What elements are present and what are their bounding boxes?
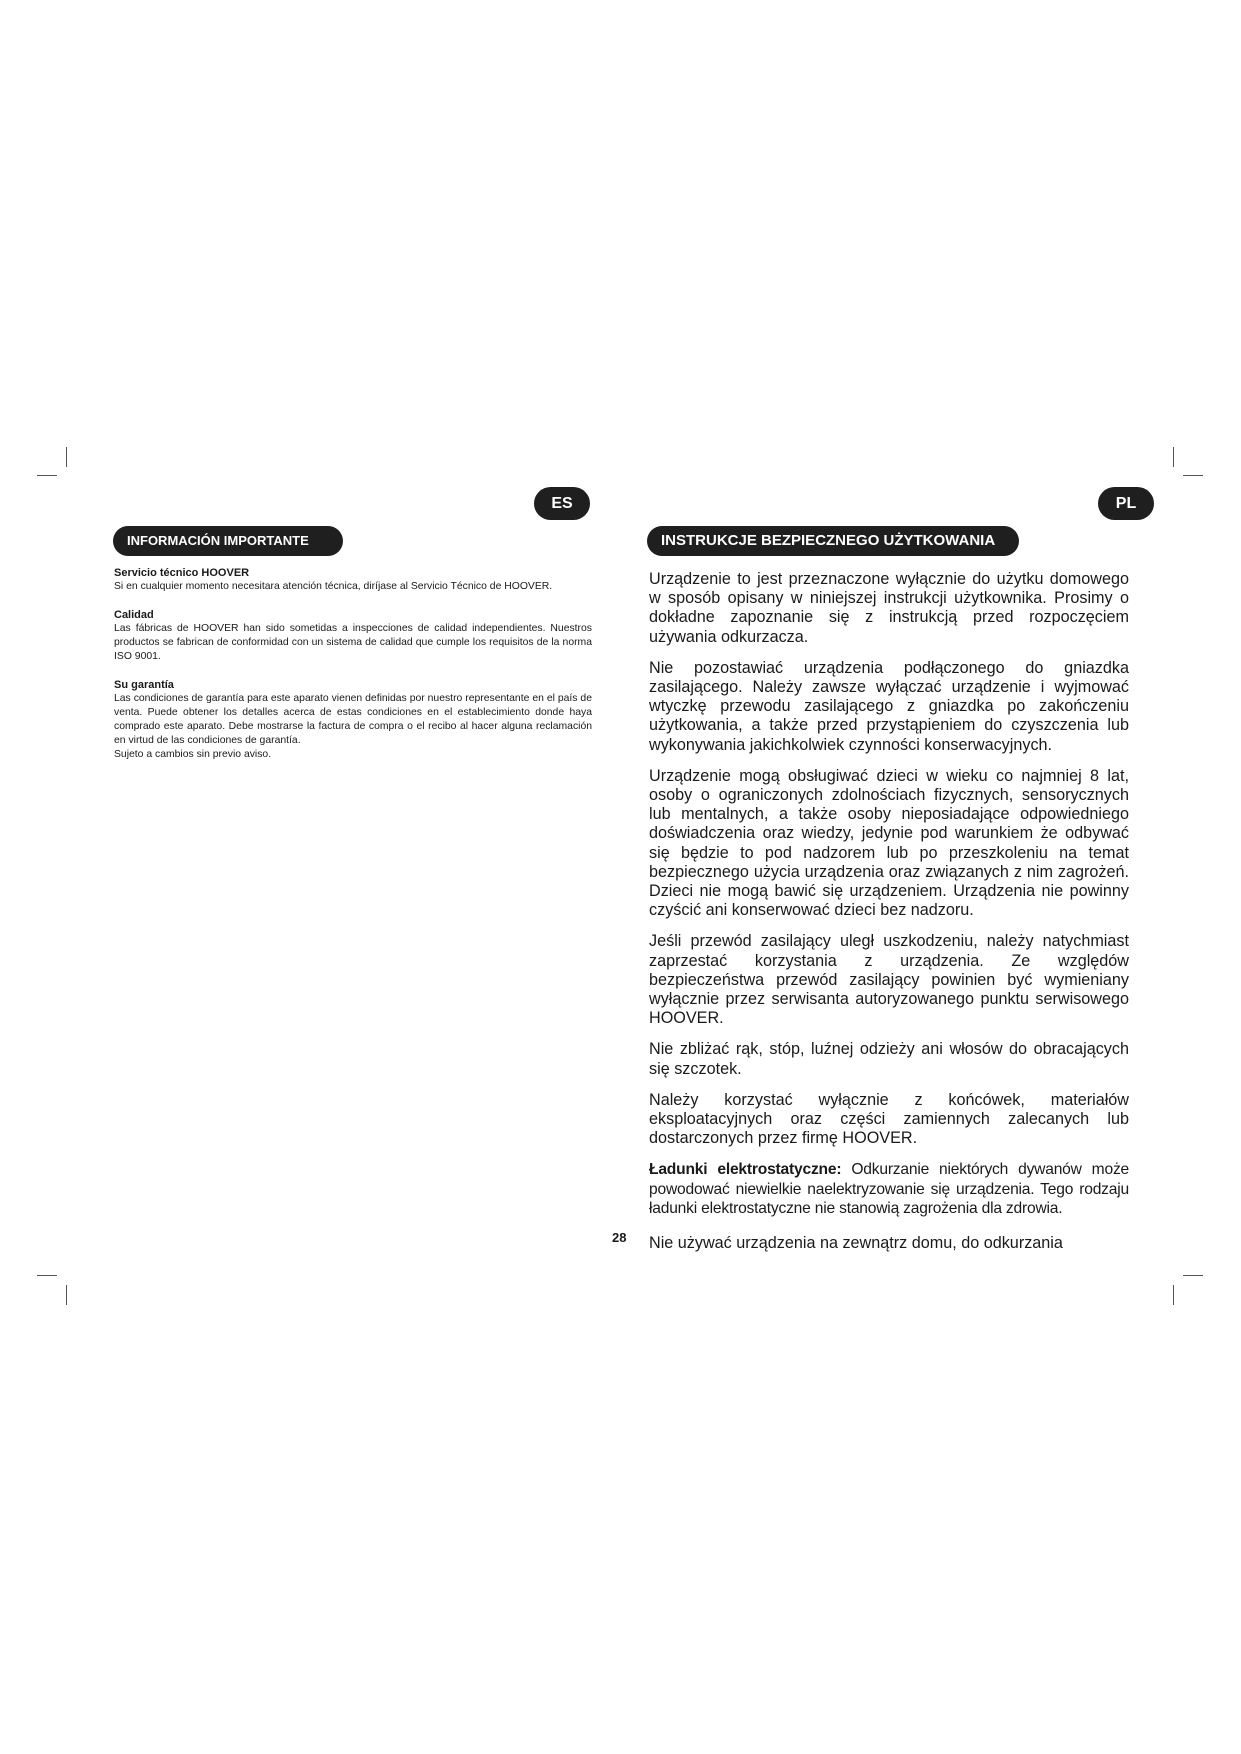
crop-mark	[37, 475, 57, 476]
pl-paragraph: Nie pozostawiać urządzenia podłączonego do gniazdka zasilającego. Należy zawsze wyłączać urządzenie i wyjmować wtyczkę przewodu zasilającego z gniazdka po zakończeniu użytkowania, a także przed przystąpieniem do czyszczenia lub wykonywania jakichkolwiek czynności konserwacyjnych.	[649, 658, 1129, 754]
es-note: Sujeto a cambios sin previo aviso.	[114, 749, 272, 760]
section-header-pl: INSTRUKCJE BEZPIECZNEGO UŻYTKOWANIA	[647, 526, 1019, 556]
es-content	[114, 566, 592, 776]
crop-mark	[1183, 475, 1203, 476]
es-section-service	[114, 566, 592, 594]
pl-last-line: Nie używać urządzenia na zewnątrz domu, do odkurzania	[649, 1234, 1063, 1253]
crop-mark	[66, 1285, 67, 1305]
es-section-text: Si en cualquier momento necesitara atención técnica, diríjase al Servicio Técnico de HOOVER.	[114, 581, 553, 592]
page-number: 28	[612, 1230, 627, 1245]
pl-content	[649, 570, 1129, 1265]
section-header-es: INFORMACIÓN IMPORTANTE	[113, 526, 343, 556]
crop-mark	[37, 1275, 57, 1276]
es-section-text: Las fábricas de HOOVER han sido sometidas a inspecciones de calidad independientes. Nuestros productos se fabrican de conformidad con un sistema de calidad que cumple los requisitos de la norma ISO 9001.	[114, 623, 592, 662]
pl-static-warning	[649, 1160, 1129, 1218]
pl-paragraph: Jeśli przewód zasilający uległ uszkodzeniu, należy natychmiast zaprzestać korzystania z urządzenia. Ze względów bezpieczeństwa przewód zasilający powinien być wymieniany wyłącznie przez serwisanta autoryzowanego punktu serwisowego HOOVER.	[649, 932, 1129, 1028]
pl-paragraph: Nie zbliżać rąk, stóp, luźnej odzieży ani włosów do obracających się szczotek.	[649, 1040, 1129, 1078]
crop-mark	[66, 447, 67, 467]
es-section-title: Servicio técnico HOOVER	[114, 567, 250, 579]
crop-mark	[1183, 1275, 1203, 1276]
es-section-warranty	[114, 678, 592, 762]
crop-mark	[1173, 447, 1174, 467]
pl-static-warning-label: Ładunki elektrostatyczne:	[649, 1161, 842, 1179]
pl-paragraph: Urządzenie mogą obsługiwać dzieci w wieku co najmniej 8 lat, osoby o ograniczonych zdolnościach fizycznych, sensorycznych lub mentalnych, a także osoby nieposiadające odpowiedniego doświadczenia oraz wiedzy, jedynie pod warunkiem że odbywać się będzie to pod nadzorem lub po przeszkoleniu na temat bezpiecznego użycia urządzenia oraz związanych z nim zagrożeń. Dzieci nie mogą bawić się urządzeniem. Urządzenia nie powinny czyścić ani konserwować dzieci bez nadzoru.	[649, 766, 1129, 920]
pl-paragraph: Urządzenie to jest przeznaczone wyłącznie do użytku domowego w sposób opisany w niniejszej instrukcji użytkownika. Prosimy o dokładne zapoznanie się z instrukcją przed rozpoczęciem używania odkurzacza.	[649, 570, 1129, 646]
es-section-quality	[114, 608, 592, 664]
crop-mark	[1173, 1285, 1174, 1305]
es-section-title: Calidad	[114, 609, 154, 621]
pl-paragraph: Należy korzystać wyłącznie z końcówek, materiałów eksploatacyjnych oraz części zamiennych zalecanych lub dostarczonych przez firmę HOOVER.	[649, 1090, 1129, 1148]
lang-badge-pl: PL	[1098, 487, 1154, 520]
pl-static-warning-text: Odkurzanie niektórych dywanów może powodować niewielkie naelektryzowanie się urządzenia. Tego rodzaju ładunki elektrostatyczne nie stanowią zagrożenia dla zdrowia.	[649, 1161, 1130, 1217]
es-section-text: Las condiciones de garantía para este aparato vienen definidas por nuestro representante en el país de venta. Puede obtener los detalles acerca de estas condiciones en el establecimiento donde haya comprado este aparato. Debe mostrarse la factura de compra o el recibo al hacer alguna reclamación en virtud de las condiciones de garantía.	[114, 693, 592, 746]
lang-badge-es: ES	[534, 487, 590, 520]
es-section-title: Su garantía	[114, 679, 174, 691]
